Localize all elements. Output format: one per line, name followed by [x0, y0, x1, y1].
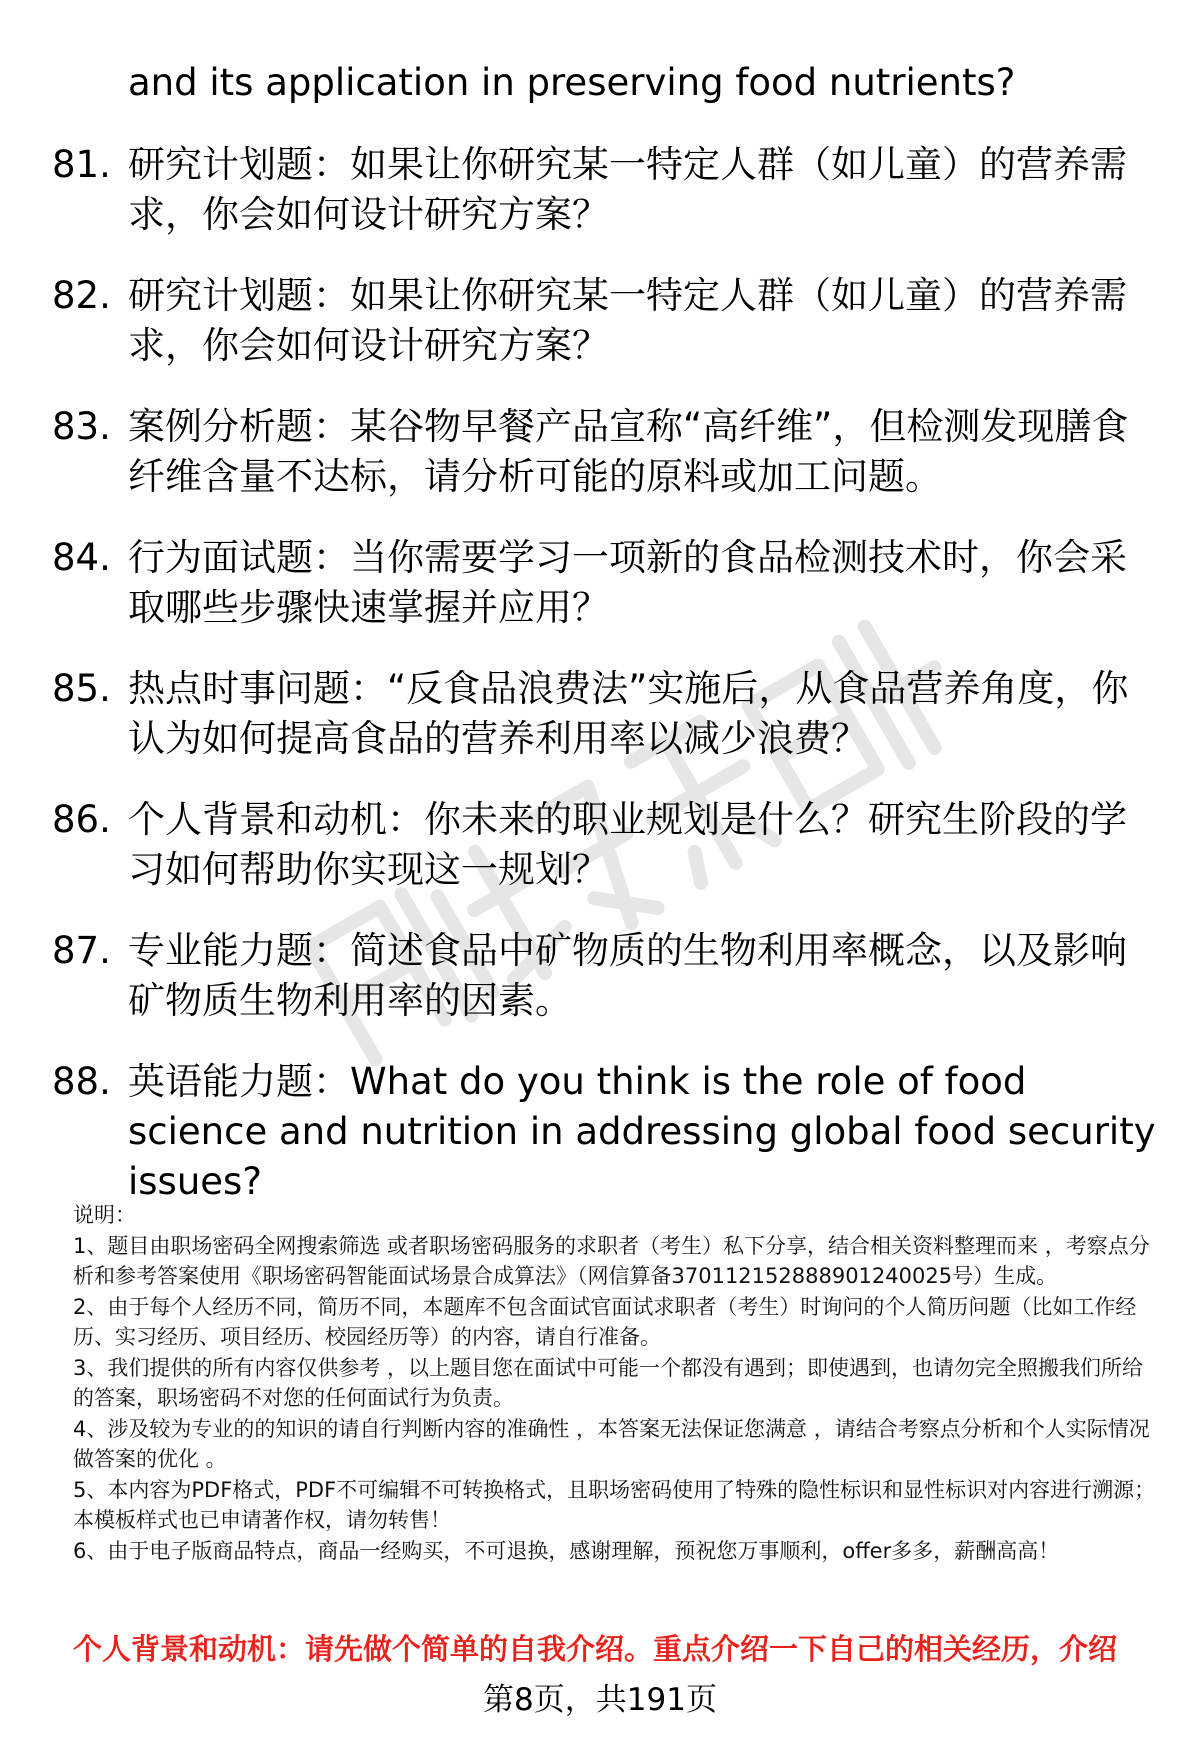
next-page-preview: 个人背景和动机：请先做个简单的自我介绍。重点介绍一下自己的相关经历，介绍: [73, 1632, 1118, 1666]
question-item: [52, 140, 1162, 271]
question-item: [52, 795, 1162, 926]
question-number: 81.: [52, 143, 111, 186]
question-item: [52, 664, 1162, 795]
question-number: 84.: [52, 536, 111, 579]
note-item: 3、我们提供的所有内容仅供参考 ，以上题目您在面试中可能一个都没有遇到；即使遇到，也请勿完全照搬我们所给的答案，职场密码不对您的任何面试行为负责。: [73, 1355, 1144, 1410]
question-list: [52, 140, 1162, 1203]
question-text: 热点时事问题：“反食品浪费法”实施后，从食品营养角度，你认为如何提高食品的营养利用率以减少浪费？: [128, 667, 1129, 760]
note-item: 6、由于电子版商品特点，商品一经购买，不可退换，感谢理解，预祝您万事顺利，offer多多，薪酬高高！: [73, 1538, 1060, 1563]
page-number: 第8页，共191页: [483, 1682, 717, 1718]
question-item: [52, 402, 1162, 533]
question-text: 行为面试题：当你需要学习一项新的食品检测技术时，你会采取哪些步骤快速掌握并应用？: [128, 536, 1127, 629]
question-number: 83.: [52, 405, 111, 448]
question-text: 英语能力题：What do you think is the role of food science and nutrition in addressing global food security issues?: [128, 1060, 1156, 1203]
question-item: [52, 1057, 1162, 1203]
question-item: [52, 926, 1162, 1057]
question-number: 87.: [52, 929, 111, 972]
question-number: 82.: [52, 274, 111, 317]
question-text: 案例分析题：某谷物早餐产品宣称“高纤维”，但检测发现膳食纤维含量不达标，请分析可能的原料或加工问题。: [128, 405, 1129, 498]
notes-section: [73, 1200, 1163, 1566]
question-item: [52, 271, 1162, 402]
question-text: 个人背景和动机：你未来的职业规划是什么？研究生阶段的学习如何帮助你实现这一规划？: [128, 798, 1127, 891]
question-text: 研究计划题：如果让你研究某一特定人群（如儿童）的营养需求，你会如何设计研究方案？: [128, 274, 1127, 367]
question-text: 专业能力题：简述食品中矿物质的生物利用率概念，以及影响矿物质生物利用率的因素。: [128, 929, 1127, 1022]
question-continuation: and its application in preserving food nutrients?: [128, 61, 1016, 104]
note-item: 4、涉及较为专业的的知识的请自行判断内容的准确性 ，本答案无法保证您满意 ，请结合考察点分析和个人实际情况做答案的优化 。: [73, 1416, 1150, 1471]
note-item: 2、由于每个人经历不同，简历不同，本题库不包含面试官面试求职者（考生）时询问的个人简历问题（比如工作经历、实习经历、项目经历、校园经历等）的内容，请自行准备。: [73, 1294, 1137, 1349]
note-item: 1、题目由职场密码全网搜索筛选 或者职场密码服务的求职者（考生）私下分享，结合相关资料整理而来 ，考察点分析和参考答案使用《职场密码智能面试场景合成算法》（网信算备370112152888901240025号）生成。: [73, 1233, 1150, 1288]
question-item: [52, 533, 1162, 664]
question-number: 86.: [52, 798, 111, 841]
question-number: 88.: [52, 1060, 111, 1103]
note-item: 5、本内容为PDF格式，PDF不可编辑不可转换格式，且职场密码使用了特殊的隐性标识和显性标识对内容进行溯源；本模板样式也已申请著作权，请勿转售！: [73, 1477, 1156, 1532]
question-number: 85.: [52, 667, 111, 710]
question-text: 研究计划题：如果让你研究某一特定人群（如儿童）的营养需求，你会如何设计研究方案？: [128, 143, 1127, 236]
notes-title: 说明：: [73, 1203, 136, 1227]
